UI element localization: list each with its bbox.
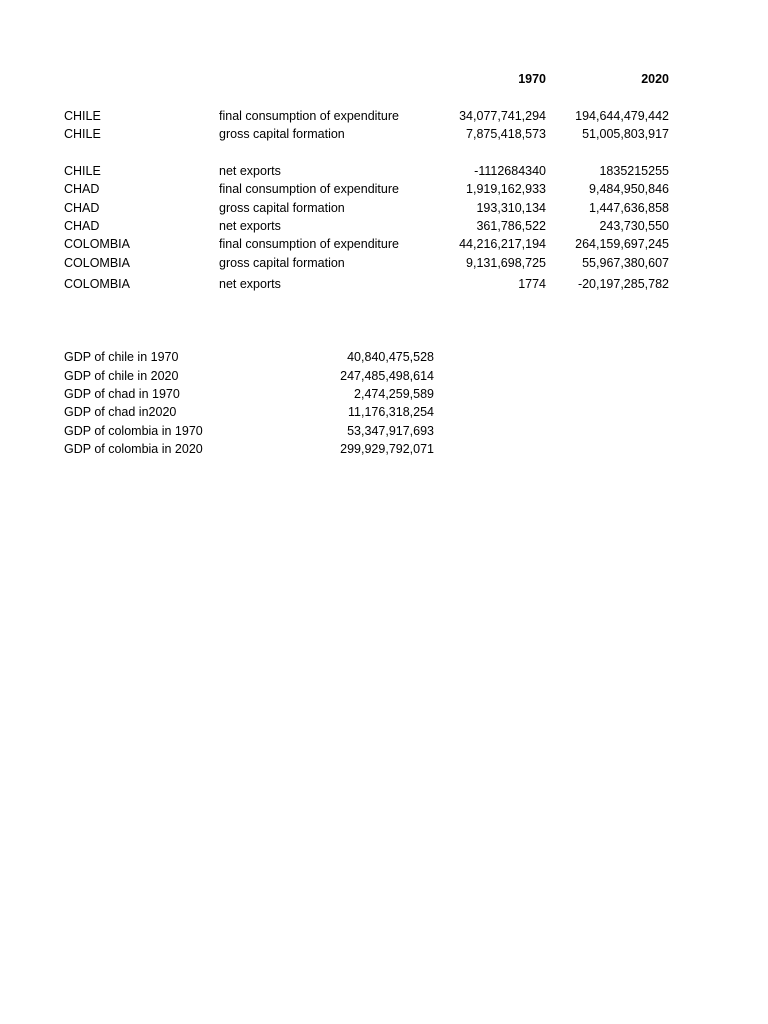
row-value-1970: 44,216,217,194 [459,237,546,251]
row-value-1970: -1112684340 [474,164,546,178]
row-value-1970: 193,310,134 [476,201,546,215]
row-value-2020: 1,447,636,858 [589,201,669,215]
row-country: COLOMBIA [64,256,130,270]
row-item: gross capital formation [219,256,345,270]
row-value-2020: 194,644,479,442 [575,109,669,123]
gdp-value: 247,485,498,614 [340,369,434,383]
gdp-value: 40,840,475,528 [347,350,434,364]
row-item: net exports [219,164,281,178]
row-value-1970: 1774 [518,277,546,291]
gdp-value: 53,347,917,693 [347,424,434,438]
row-value-2020: 9,484,950,846 [589,182,669,196]
row-item: net exports [219,219,281,233]
row-value-2020: 243,730,550 [599,219,669,233]
row-value-2020: 51,005,803,917 [582,127,669,141]
row-value-2020: 55,967,380,607 [582,256,669,270]
row-value-1970: 7,875,418,573 [466,127,546,141]
row-country: CHAD [64,182,100,196]
row-value-1970: 34,077,741,294 [459,109,546,123]
row-item: gross capital formation [219,201,345,215]
row-value-2020: 1835215255 [599,164,669,178]
row-item: net exports [219,277,281,291]
gdp-label: GDP of chile in 2020 [64,369,179,383]
gdp-value: 2,474,259,589 [354,387,434,401]
gdp-label: GDP of chad in 1970 [64,387,180,401]
row-item: final consumption of expenditure [219,237,399,251]
gdp-label: GDP of colombia in 1970 [64,424,203,438]
row-value-2020: 264,159,697,245 [575,237,669,251]
row-country: CHILE [64,164,101,178]
gdp-label: GDP of chad in2020 [64,405,177,419]
header-year-2020: 2020 [641,72,669,86]
row-value-1970: 1,919,162,933 [466,182,546,196]
row-value-1970: 361,786,522 [476,219,546,233]
gdp-value: 299,929,792,071 [340,442,434,456]
row-country: CHILE [64,109,101,123]
row-item: final consumption of expenditure [219,109,399,123]
row-value-2020: -20,197,285,782 [577,277,669,291]
gdp-label: GDP of chile in 1970 [64,350,179,364]
row-item: gross capital formation [219,127,345,141]
row-country: CHAD [64,219,100,233]
row-country: COLOMBIA [64,237,130,251]
row-country: CHAD [64,201,100,215]
row-country: CHILE [64,127,101,141]
row-value-1970: 9,131,698,725 [466,256,546,270]
gdp-label: GDP of colombia in 2020 [64,442,203,456]
gdp-value: 11,176,318,254 [348,405,434,419]
header-year-1970: 1970 [518,72,546,86]
row-country: COLOMBIA [64,277,130,291]
row-item: final consumption of expenditure [219,182,399,196]
